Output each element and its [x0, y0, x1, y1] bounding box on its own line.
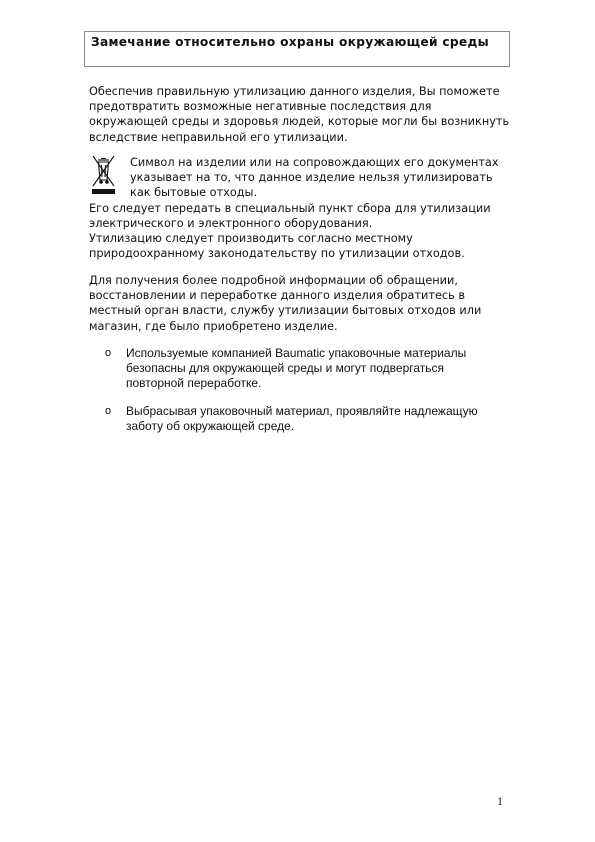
list-item [105, 404, 505, 434]
symbol-lead-text: Символ на изделии или на сопровождающих его документах указывает на то, что данное изделие нельзя утилизировать как бытовые отходы. [130, 156, 499, 200]
info-paragraph: Для получения более подробной информации об обращении, восстановлении и переработке данного изделия обратитесь в местный орган власти, службу утилизации бытовых отходов или магазин, где было приобретено изделие. [89, 274, 482, 333]
list-item [105, 346, 505, 392]
page-number: 1 [497, 794, 503, 808]
symbol-rest-text: Его следует передать в специальный пункт сбора для утилизации электрического и электронного оборудования. [89, 201, 491, 230]
bullet-text: Выбрасывая упаковочный материал, проявляйте надлежащую заботу об окружающей среде. [126, 404, 478, 434]
section-heading-text: Замечание относительно охраны окружающей среды [91, 35, 489, 49]
intro-paragraph: Обеспечив правильную утилизацию данного изделия, Вы поможете предотвратить возможные негативные последствия для окружающей среды и здоровья людей, которые могли бы возникнуть вследствие неправильной его утилизации. [89, 85, 510, 144]
bullet-text: Используемые компанией Baumatic упаковочные материалы безопасны для окружающей среды и могут подвергаться повторной переработке. [126, 346, 467, 391]
symbol-paragraph [89, 155, 514, 231]
bullet-marker: o [105, 347, 112, 359]
section-heading [84, 31, 510, 67]
bullet-marker: o [105, 405, 112, 417]
disposal-paragraph: Утилизацию следует производить согласно местному природоохранному законодательству по утилизации отходов. [89, 232, 465, 261]
